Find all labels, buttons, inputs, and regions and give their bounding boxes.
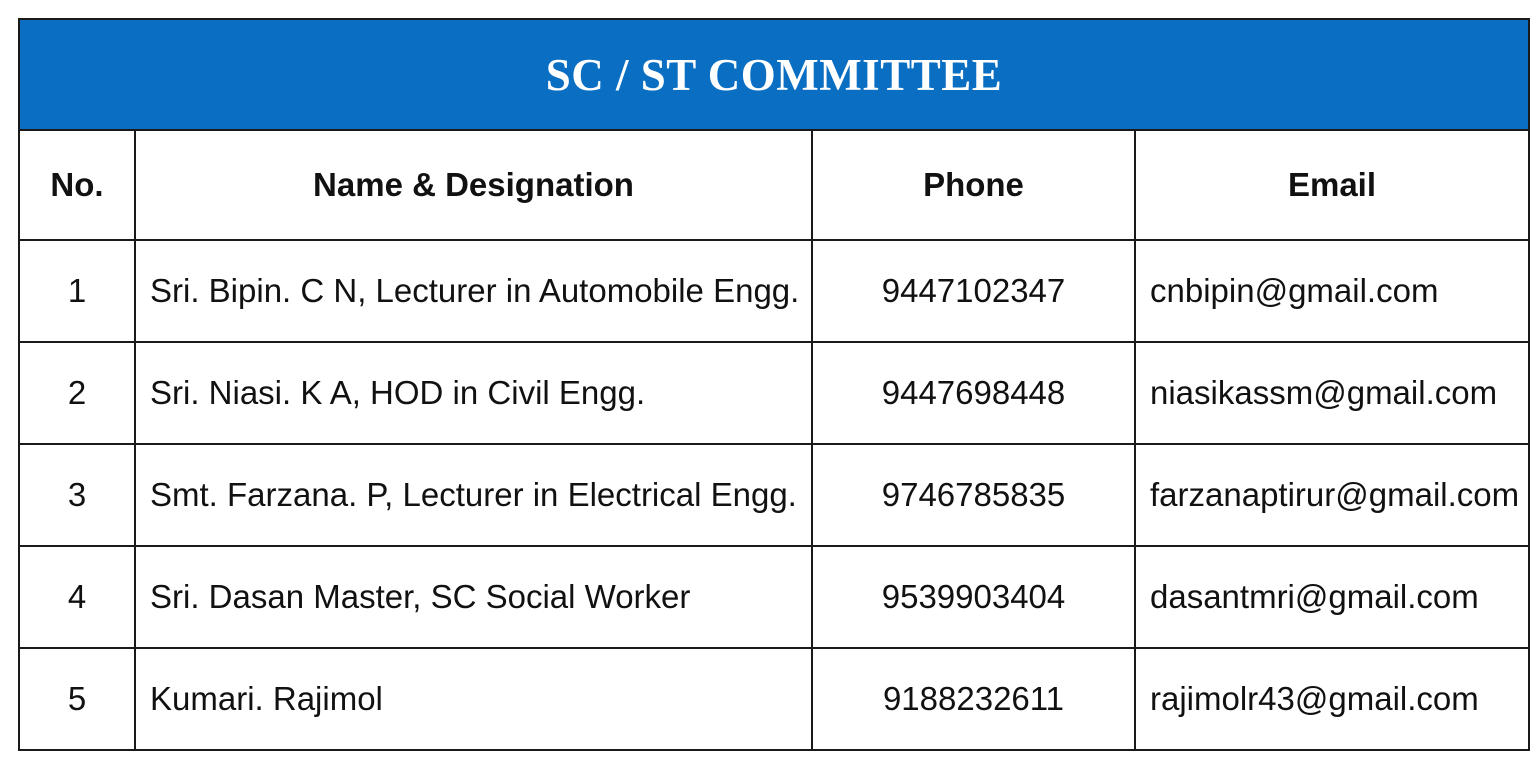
member-name-designation: Kumari. Rajimol	[135, 648, 812, 749]
row-number: 1	[20, 240, 135, 342]
member-name-designation: Sri. Bipin. C N, Lecturer in Automobile Engg.	[135, 240, 812, 342]
header-name-designation: Name & Designation	[135, 131, 812, 240]
header-phone: Phone	[812, 131, 1135, 240]
row-number: 5	[20, 648, 135, 749]
member-phone: 9539903404	[812, 546, 1135, 648]
committee-table	[20, 131, 1528, 749]
member-phone: 9188232611	[812, 648, 1135, 749]
header-no: No.	[20, 131, 135, 240]
row-number: 4	[20, 546, 135, 648]
member-name-designation: Sri. Niasi. K A, HOD in Civil Engg.	[135, 342, 812, 444]
member-phone: 9447698448	[812, 342, 1135, 444]
table-row	[20, 240, 1528, 342]
member-phone: 9746785835	[812, 444, 1135, 546]
member-email: cnbipin@gmail.com	[1135, 240, 1528, 342]
committee-sheet	[18, 18, 1530, 751]
member-email: rajimolr43@gmail.com	[1135, 648, 1528, 749]
row-number: 3	[20, 444, 135, 546]
member-email: farzanaptirur@gmail.com	[1135, 444, 1528, 546]
page-title: SC / ST COMMITTEE	[545, 49, 1003, 100]
row-number: 2	[20, 342, 135, 444]
member-phone: 9447102347	[812, 240, 1135, 342]
member-email: niasikassm@gmail.com	[1135, 342, 1528, 444]
header-email: Email	[1135, 131, 1528, 240]
table-row	[20, 648, 1528, 749]
member-name-designation: Smt. Farzana. P, Lecturer in Electrical Engg.	[135, 444, 812, 546]
member-email: dasantmri@gmail.com	[1135, 546, 1528, 648]
member-name-designation: Sri. Dasan Master, SC Social Worker	[135, 546, 812, 648]
table-header-row	[20, 131, 1528, 240]
table-row	[20, 444, 1528, 546]
table-row	[20, 342, 1528, 444]
table-row	[20, 546, 1528, 648]
title-banner	[20, 20, 1528, 131]
